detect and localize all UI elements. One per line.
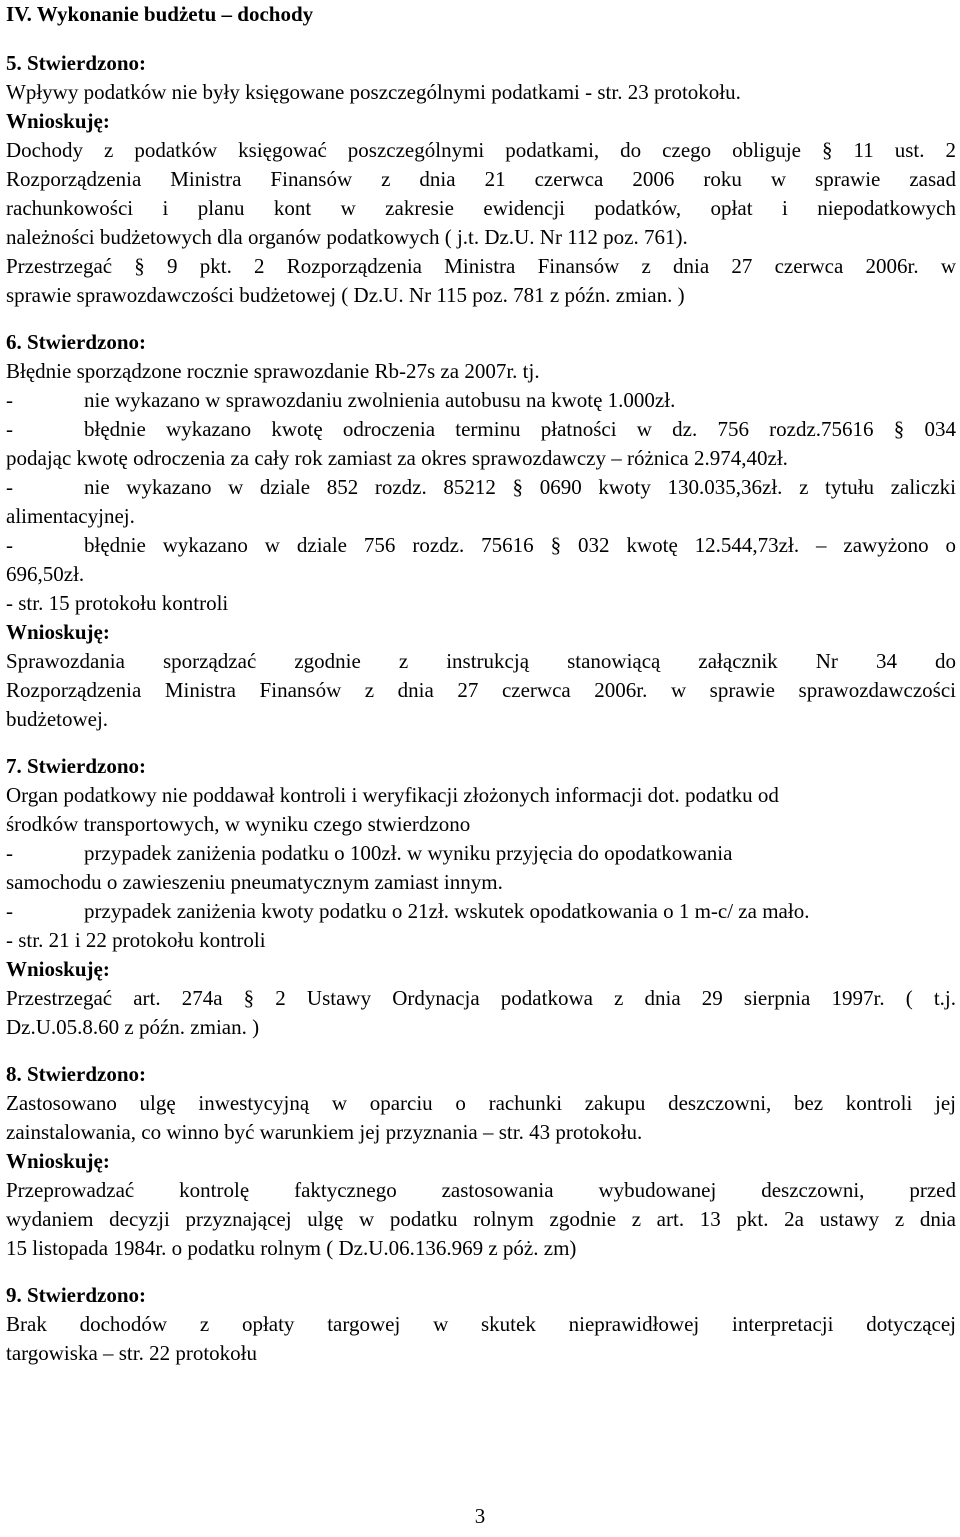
section-9-number: 9. [6,1283,22,1307]
section-7-label: Stwierdzono: [21,754,146,778]
protocol-reference: - str. 15 protokołu kontroli [6,591,229,615]
section-8-wnioskuje: Wnioskuję: [6,1149,110,1173]
section-9-text: Brak dochodów z opłaty targowej w skutek nieprawidłowej interpretacji dotyczącej [6,1312,956,1336]
section-8-rec-line: wydaniem decyzji przyznającej ulgę w podatku rolnym zgodnie z art. 13 pkt. 2a ustawy z dnia [6,1207,956,1231]
section-5-label: Stwierdzono: [21,51,146,75]
section-8 [6,1060,956,1263]
bullet-continuation: 696,50zł. [6,562,85,586]
bullet-continuation: samochodu o zawieszeniu pneumatycznym zamiast innym. [6,870,503,894]
bullet-item [6,531,956,560]
section-5-wnioskuje: Wnioskuję: [6,109,110,133]
section-5-heading [6,49,956,78]
bullet-dash: - [6,475,13,499]
section-6-rec-line: Rozporządzenia Ministra Finansów z dnia 27 czerwca 2006r. w sprawie sprawozdawczości [6,678,956,702]
section-8-number: 8. [6,1062,22,1086]
bullet-item [6,415,956,444]
section-8-heading [6,1060,956,1089]
section-5-rec-line: sprawie sprawozdawczości budżetowej ( Dz.U. Nr 115 poz. 781 z późn. zmian. ) [6,283,685,307]
section-9-text: targowiska – str. 22 protokołu [6,1341,258,1365]
document-page [6,0,956,1368]
protocol-reference: - str. 21 i 22 protokołu kontroli [6,928,266,952]
section-7-number: 7. [6,754,22,778]
section-6 [6,328,956,734]
bullet-item [6,386,956,415]
section-9-heading [6,1281,956,1310]
bullet-text: przypadek zaniżenia podatku o 100zł. w wyniku przyjęcia do opodatkowania [84,841,733,865]
bullet-text: błędnie wykazano w dziale 756 rozdz. 75616 § 032 kwotę 12.544,73zł. – zawyżono o [84,533,956,557]
section-9 [6,1281,956,1368]
page-number: 3 [474,1504,486,1528]
bullet-dash: - [6,899,13,923]
bullet-text: błędnie wykazano kwotę odroczenia terminu płatności w dz. 756 rozdz.75616 § 034 [84,417,956,441]
bullet-continuation: alimentacyjnej. [6,504,135,528]
section-6-wnioskuje: Wnioskuję: [6,620,110,644]
bullet-item [6,839,956,868]
section-9-label: Stwierdzono: [21,1283,146,1307]
section-5-rec-line: należności budżetowych dla organów podatkowych ( j.t. Dz.U. Nr 112 poz. 761). [6,225,688,249]
section-7-text: Organ podatkowy nie poddawał kontroli i weryfikacji złożonych informacji dot. podatku od [6,783,779,807]
section-5 [6,49,956,310]
section-7-heading [6,752,956,781]
bullet-text: nie wykazano w sprawozdaniu zwolnienia autobusu na kwotę 1.000zł. [84,388,676,412]
section-7-text: środków transportowych, w wyniku czego stwierdzono [6,812,471,836]
section-6-rec-line: Sprawozdania sporządzać zgodnie z instrukcją stanowiącą załącznik Nr 34 do [6,649,956,673]
bullet-dash: - [6,417,13,441]
section-7-rec-line: Dz.U.05.8.60 z późn. zmian. ) [6,1015,260,1039]
section-8-label: Stwierdzono: [21,1062,146,1086]
bullet-item [6,473,956,502]
bullet-text: przypadek zaniżenia kwoty podatku o 21zł. wskutek opodatkowania o 1 m-c/ za mało. [84,899,810,923]
section-5-rec-line: Rozporządzenia Ministra Finansów z dnia 21 czerwca 2006 roku w sprawie zasad [6,167,956,191]
bullet-continuation: podając kwotę odroczenia za cały rok zamiast za okres sprawozdawczy – różnica 2.974,40zł. [6,446,788,470]
section-7 [6,752,956,1042]
section-7-rec-line: Przestrzegać art. 274a § 2 Ustawy Ordynacja podatkowa z dnia 29 sierpnia 1997r. ( t.j. [6,986,956,1010]
bullet-dash: - [6,388,13,412]
section-5-rec-line: Przestrzegać § 9 pkt. 2 Rozporządzenia Ministra Finansów z dnia 27 czerwca 2006r. w [6,254,956,278]
section-5-rec-line: Dochody z podatków księgować poszczególnymi podatkami, do czego obliguje § 11 ust. 2 [6,138,956,162]
section-6-rec-line: budżetowej. [6,707,109,731]
section-6-number: 6. [6,330,22,354]
bullet-dash: - [6,841,13,865]
section-5-rec-line: rachunkowości i planu kont w zakresie ewidencji podatków, opłat i niepodatkowych [6,196,956,220]
section-8-rec-line: 15 listopada 1984r. o podatku rolnym ( Dz.U.06.136.969 z póż. zm) [6,1236,577,1260]
bullet-item [6,897,956,926]
section-5-number: 5. [6,51,22,75]
section-title: IV. Wykonanie budżetu – dochody [6,2,314,26]
section-5-finding: Wpływy podatków nie były księgowane poszczególnymi podatkami - str. 23 protokołu. [6,80,741,104]
section-6-label: Stwierdzono: [21,330,146,354]
section-8-text: zainstalowania, co winno być warunkiem jej przyznania – str. 43 protokołu. [6,1120,643,1144]
section-8-text: Zastosowano ulgę inwestycyjną w oparciu o rachunki zakupu deszczowni, bez kontroli jej [6,1091,956,1115]
section-7-wnioskuje: Wnioskuję: [6,957,110,981]
section-6-heading [6,328,956,357]
bullet-text: nie wykazano w dziale 852 rozdz. 85212 § 0690 kwoty 130.035,36zł. z tytułu zaliczki [84,475,956,499]
bullet-dash: - [6,533,13,557]
section-8-rec-line: Przeprowadzać kontrolę faktycznego zastosowania wybudowanej deszczowni, przed [6,1178,956,1202]
section-6-text: Błędnie sporządzone rocznie sprawozdanie Rb-27s za 2007r. tj. [6,359,540,383]
